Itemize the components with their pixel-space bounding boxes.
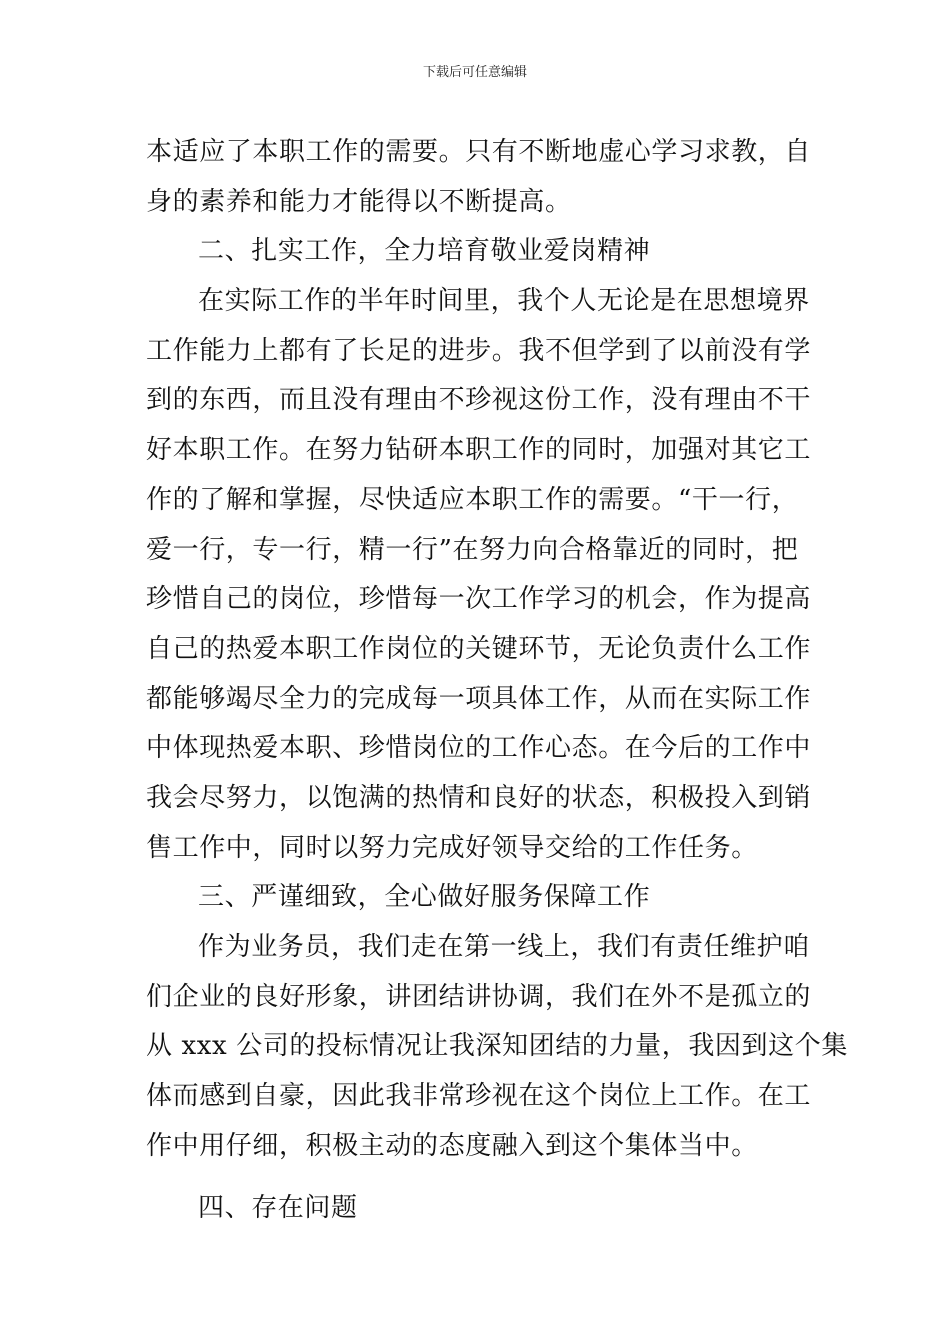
paragraph-line: 们企业的良好形象，讲团结讲协调，我们在外不是孤立的	[146, 981, 812, 1012]
paragraph-line: 都能够竭尽全力的完成每一项具体工作，从而在实际工作	[146, 683, 812, 714]
paragraph-line: 作中用仔细，积极主动的态度融入到这个集体当中。	[146, 1130, 758, 1161]
paragraph-line: 好本职工作。在努力钻研本职工作的同时，加强对其它工	[146, 435, 812, 466]
paragraph-line: 珍惜自己的岗位，珍惜每一次工作学习的机会，作为提高	[146, 584, 812, 615]
section-gap	[146, 1171, 806, 1184]
paragraph-line: 体而感到自豪，因此我非常珍视在这个岗位上工作。在工	[146, 1081, 812, 1112]
page-header: 下载后可任意编辑	[422, 65, 527, 80]
paragraph-line: 作的了解和掌握，尽快适应本职工作的需要。“干一行，	[146, 484, 799, 515]
section-heading-4: 四、存在问题	[198, 1193, 358, 1224]
paragraph-line: 到的东西，而且没有理由不珍视这份工作，没有理由不干	[146, 385, 812, 416]
paragraph-line: 从 xxx 公司的投标情况让我深知团结的力量，我因到这个集	[146, 1031, 848, 1062]
paragraph-line: 自己的热爱本职工作岗位的关键环节，无论负责什么工作	[146, 633, 812, 664]
paragraph-line: 在实际工作的半年时间里，我个人无论是在思想境界	[198, 286, 810, 317]
paragraph-line: 中体现热爱本职、珍惜岗位的工作心态。在今后的工作中	[146, 733, 812, 764]
paragraph-line: 我会尽努力，以饱满的热情和良好的状态，积极投入到销	[146, 782, 812, 813]
section-heading-3: 三、严谨细致，全心做好服务保障工作	[198, 882, 651, 913]
paragraph-line: 工作能力上都有了长足的进步。我不但学到了以前没有学	[146, 335, 812, 366]
paragraph-line: 售工作中，同时以努力完成好领导交给的工作任务。	[146, 832, 758, 863]
paragraph-line: 作为业务员，我们走在第一线上，我们有责任维护咱	[198, 932, 810, 962]
paragraph-line: 身的素养和能力才能得以不断提高。	[146, 186, 572, 217]
paragraph-line: 爱一行，专一行，精一行”在努力向合格靠近的同时，把	[146, 534, 799, 565]
document-body	[146, 128, 848, 1234]
section-heading-2: 二、扎实工作，全力培育敬业爱岗精神	[198, 236, 651, 267]
paragraph-line: 本适应了本职工作的需要。只有不断地虚心学习求教，自	[146, 137, 812, 167]
